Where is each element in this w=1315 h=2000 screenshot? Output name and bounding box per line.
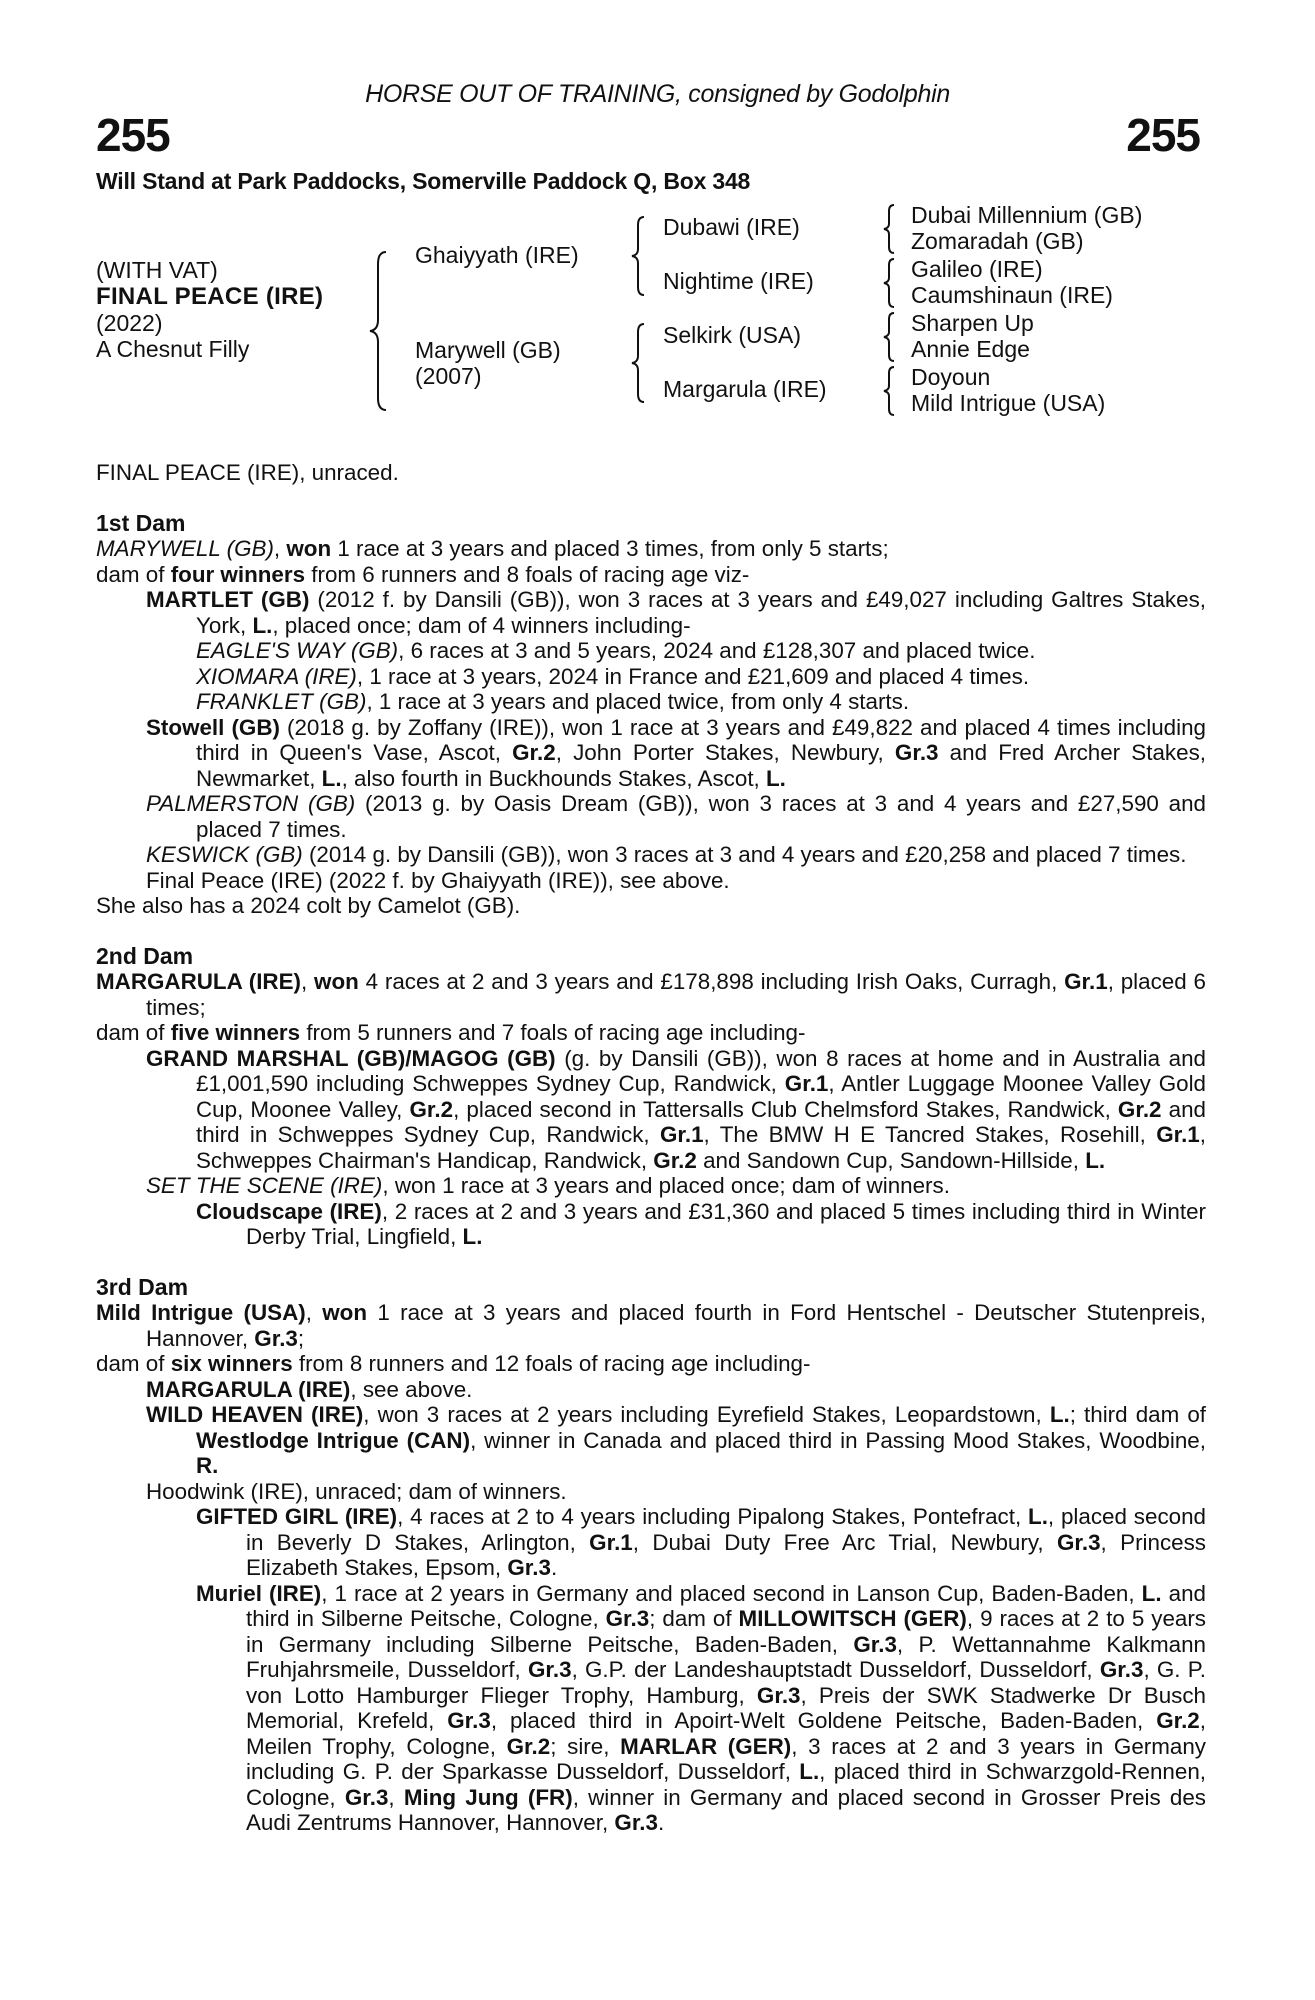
pedigree-entry bbox=[96, 1402, 1206, 1479]
pedigree-entry bbox=[96, 1173, 1206, 1199]
text-run: , bbox=[388, 1784, 404, 1810]
gen3-name: Caumshinaun (IRE) bbox=[911, 282, 1113, 308]
text-run: from 8 runners and 12 foals of racing age including- bbox=[292, 1351, 811, 1376]
pedigree-entry bbox=[96, 536, 1206, 562]
bold-text: Gr.1 bbox=[659, 1122, 704, 1147]
text-run: ; sire, bbox=[550, 1733, 621, 1759]
text-run: , Princess Elizabeth Stakes, Epsom, bbox=[246, 1529, 1206, 1580]
text-run: (2012 f. by Dansili (GB)), won 3 races at 3 years and £49,027 including Galtres Stakes, York, bbox=[196, 587, 1206, 638]
text-run: , 4 races at 2 to 4 years including Pipalong Stakes, Pontefract, bbox=[397, 1504, 1029, 1529]
text-run: , Antler Luggage Moonee Valley Gold Cup, Moonee Valley, bbox=[196, 1071, 1206, 1122]
text-run: , Schweppes Chairman's Handicap, Randwick, bbox=[196, 1122, 1206, 1173]
bold-text: L. bbox=[766, 765, 786, 791]
bold-text: Westlodge Intrigue (CAN) bbox=[196, 1427, 471, 1453]
bold-text: Gr.2 bbox=[1117, 1096, 1162, 1122]
text-run: , won 1 race at 3 years and placed once; dam of winners. bbox=[382, 1173, 950, 1198]
gen3-name: Sharpen Up bbox=[911, 310, 1034, 336]
gen3-name: Zomaradah (GB) bbox=[911, 228, 1084, 254]
pedigree-entry bbox=[96, 587, 1206, 638]
bold-text: GRAND MARSHAL (GB)/MAGOG (GB) bbox=[146, 1045, 556, 1071]
text-run: (2018 g. by Zoffany (IRE)), won 1 race at 3 years and £49,822 and placed 4 times including third in Queen's Vase, Ascot, bbox=[196, 714, 1206, 765]
brace-icon bbox=[882, 365, 896, 417]
text-run: , Preis der SWK Stadwerke Dr Busch Memorial, Krefeld, bbox=[246, 1682, 1206, 1733]
text-run: , Meilen Trophy, Cologne, bbox=[246, 1708, 1206, 1759]
bold-text: MARGARULA (IRE) bbox=[96, 969, 301, 994]
bold-text: Gr.3 bbox=[605, 1606, 650, 1631]
text-run: , placed 6 times; bbox=[146, 969, 1206, 1020]
bold-text: L. bbox=[1028, 1504, 1048, 1529]
brace-icon bbox=[882, 257, 896, 309]
text-run: 1 race at 3 years and placed 3 times, from only 5 starts; bbox=[331, 536, 889, 561]
text-run: ; bbox=[297, 1325, 305, 1351]
section-spacer bbox=[96, 1250, 1206, 1275]
bold-text: Gr.3 bbox=[254, 1325, 298, 1351]
text-run: , The BMW H E Tancred Stakes, Rosehill, bbox=[703, 1122, 1157, 1147]
bold-text: Mild Intrigue (USA) bbox=[96, 1300, 306, 1325]
text-run: , winner in Germany and placed second in Grosser Preis des Audi Zentrums Hannover, Hannover, bbox=[246, 1784, 1206, 1835]
bold-text: Gr.3 bbox=[1056, 1529, 1101, 1555]
bold-text: Gr.3 bbox=[894, 740, 939, 765]
text-run: , John Porter Stakes, Newbury, bbox=[555, 740, 895, 765]
dam-section bbox=[96, 944, 1206, 1250]
stabling-location: Will Stand at Park Paddocks, Somerville Paddock Q, Box 348 bbox=[96, 168, 751, 194]
lot-number-right: 255 bbox=[1126, 109, 1200, 161]
bold-text: four winners bbox=[170, 561, 306, 587]
pedigree-entry bbox=[96, 1377, 1206, 1403]
racing-record-summary: FINAL PEACE (IRE), unraced. bbox=[96, 460, 399, 485]
bold-text: Gr.1 bbox=[1156, 1122, 1200, 1147]
gen3-name: Mild Intrigue (USA) bbox=[911, 390, 1106, 416]
bold-text: MILLOWITSCH (GER) bbox=[738, 1606, 967, 1631]
pedigree-entry bbox=[96, 1300, 1206, 1351]
bold-text: Cloudscape (IRE) bbox=[196, 1198, 382, 1224]
bold-text: WILD HEAVEN (IRE) bbox=[146, 1402, 364, 1427]
text-run: , placed once; dam of 4 winners including- bbox=[272, 612, 691, 638]
bold-text: Gr.2 bbox=[1156, 1708, 1200, 1733]
text-run: , placed third in Schwarzgold-Rennen, Cologne, bbox=[246, 1759, 1206, 1810]
text-run: ; third dam of bbox=[1069, 1402, 1207, 1427]
text-run: , bbox=[300, 969, 315, 994]
section-spacer bbox=[96, 919, 1206, 944]
text-run: dam of bbox=[96, 1351, 171, 1376]
bold-text: Gr.3 bbox=[344, 1784, 389, 1810]
pedigree-entry bbox=[96, 868, 1206, 894]
text-run: , placed second in Beverly D Stakes, Arlington, bbox=[246, 1504, 1206, 1555]
text-run: , bbox=[305, 1300, 323, 1325]
pedigree-entry bbox=[96, 1479, 1206, 1505]
text-run: , won 3 races at 2 years including Eyrefield Stakes, Leopardstown, bbox=[363, 1402, 1050, 1427]
horse-description: A Chesnut Filly bbox=[96, 336, 250, 362]
bold-text: Gr.1 bbox=[1064, 969, 1108, 994]
gen3-name: Annie Edge bbox=[911, 336, 1030, 362]
text-run: , see above. bbox=[350, 1376, 473, 1402]
bold-text: Gr.3 bbox=[614, 1810, 658, 1835]
bold-text: MARTLET (GB) bbox=[146, 587, 310, 612]
text-run: Final Peace (IRE) (2022 f. by Ghaiyyath (IRE)), see above. bbox=[146, 867, 730, 893]
bold-text: L. bbox=[1085, 1147, 1106, 1173]
bold-text: Gr.3 bbox=[507, 1555, 551, 1580]
text-run: dam of bbox=[96, 1020, 171, 1045]
pedigree-entry bbox=[96, 1020, 1206, 1046]
pedigree-entry bbox=[96, 689, 1206, 715]
text-run: dam of bbox=[96, 561, 171, 587]
text-run: , 2 races at 2 and 3 years and £31,360 and placed 5 times including third in Winter Derby Trial, Lingfield, bbox=[246, 1198, 1206, 1249]
text-run: from 6 runners and 8 foals of racing age viz- bbox=[305, 561, 750, 587]
dam-sire-name: Selkirk (USA) bbox=[663, 322, 802, 348]
text-run: , placed second in Tattersalls Club Chelmsford Stakes, Randwick, bbox=[453, 1096, 1118, 1122]
italic-text: MARYWELL (GB) bbox=[96, 536, 274, 561]
bold-text: Ming Jung (FR) bbox=[403, 1784, 573, 1810]
text-run: , 1 race at 3 years and placed twice, from only 4 starts. bbox=[366, 689, 910, 714]
pedigree-entry bbox=[96, 715, 1206, 792]
pedigree-entry bbox=[96, 1351, 1206, 1377]
bold-text: MARGARULA (IRE) bbox=[146, 1376, 351, 1402]
sire-dam-name: Nightime (IRE) bbox=[663, 268, 814, 294]
pedigree-entry bbox=[96, 791, 1206, 842]
bold-text: Gr.3 bbox=[853, 1631, 897, 1657]
text-run: 1 race at 3 years and placed fourth in Ford Hentschel - Deutscher Stutenpreis, Hannover, bbox=[146, 1300, 1206, 1351]
text-run: , P. Wettannahme Kalkmann Fruhjahrsmeile, Dusseldorf, bbox=[246, 1631, 1206, 1682]
pedigree-entry bbox=[96, 1504, 1206, 1581]
text-run: (2014 g. by Dansili (GB)), won 3 races at 3 and 4 years and £20,258 and placed 7 times. bbox=[302, 842, 1187, 867]
pedigree-entry bbox=[96, 893, 1206, 919]
bold-text: L. bbox=[1049, 1402, 1070, 1427]
italic-text: PALMERSTON (GB) bbox=[146, 791, 356, 816]
page-header-title: HORSE OUT OF TRAINING, consigned by Godolphin bbox=[365, 80, 950, 108]
text-run: , 3 races at 2 and 3 years in Germany including G. P. der Sparkasse Dusseldorf, Dusseldorf, bbox=[246, 1733, 1206, 1784]
brace-icon bbox=[368, 250, 390, 412]
text-run: ; dam of bbox=[649, 1606, 739, 1631]
dam-dam-name: Margarula (IRE) bbox=[663, 376, 827, 402]
bold-text: GIFTED GIRL (IRE) bbox=[196, 1504, 398, 1529]
sire-name: Ghaiyyath (IRE) bbox=[415, 242, 579, 268]
text-run: , also fourth in Buckhounds Stakes, Ascot, bbox=[341, 765, 766, 791]
bold-text: Gr.3 bbox=[1099, 1657, 1144, 1682]
horse-name: FINAL PEACE (IRE) bbox=[96, 283, 324, 310]
pedigree-entry bbox=[96, 638, 1206, 664]
text-run: , G.P. der Landeshauptstadt Dusseldorf, Dusseldorf, bbox=[571, 1657, 1100, 1682]
pedigree-entry bbox=[96, 562, 1206, 588]
bold-text: L. bbox=[799, 1759, 820, 1784]
text-run: and Sandown Cup, Sandown-Hillside, bbox=[696, 1147, 1086, 1173]
dam-year: (2007) bbox=[415, 363, 482, 389]
text-run: 4 races at 2 and 3 years and £178,898 including Irish Oaks, Curragh, bbox=[358, 969, 1065, 994]
bold-text: Gr.2 bbox=[409, 1096, 454, 1122]
italic-text: KESWICK (GB) bbox=[146, 842, 303, 867]
dam-name: Marywell (GB) bbox=[415, 337, 561, 363]
pedigree-entry bbox=[96, 1581, 1206, 1836]
italic-text: FRANKLET (GB) bbox=[196, 689, 367, 714]
bold-text: won bbox=[314, 969, 359, 994]
pedigree-entry bbox=[96, 1199, 1206, 1250]
bold-text: Gr.2 bbox=[512, 740, 556, 765]
gen3-name: Galileo (IRE) bbox=[911, 256, 1043, 282]
bold-text: Gr.2 bbox=[506, 1733, 551, 1759]
bold-text: Gr.2 bbox=[653, 1147, 697, 1173]
brace-icon bbox=[630, 215, 646, 297]
bold-text: Stowell (GB) bbox=[146, 714, 280, 740]
text-run: She also has a 2024 colt by Camelot (GB). bbox=[96, 893, 521, 918]
text-run: , 1 race at 2 years in Germany and placed second in Lanson Cup, Baden-Baden, bbox=[321, 1580, 1142, 1606]
text-run: . bbox=[550, 1555, 558, 1580]
bold-text: six winners bbox=[170, 1351, 293, 1376]
section-heading: 2nd Dam bbox=[96, 942, 194, 969]
text-run: . bbox=[657, 1810, 665, 1835]
bold-text: L. bbox=[252, 612, 273, 638]
bold-text: L. bbox=[1141, 1580, 1162, 1606]
italic-text: SET THE SCENE (IRE) bbox=[146, 1173, 383, 1198]
text-run: (g. by Dansili (GB)), won 8 races at home and in Australia and £1,001,590 including Schweppes Sydney Cup, Randwick, bbox=[196, 1045, 1206, 1096]
gen3-name: Dubai Millennium (GB) bbox=[911, 202, 1143, 228]
text-run: (2013 g. by Oasis Dream (GB)), won 3 races at 3 and 4 years and £27,590 and placed 7 times. bbox=[196, 791, 1206, 842]
section-heading: 3rd Dam bbox=[96, 1273, 189, 1300]
pedigree-entry bbox=[96, 664, 1206, 690]
bold-text: five winners bbox=[170, 1020, 301, 1045]
text-run: , 1 race at 3 years, 2024 in France and £21,609 and placed 4 times. bbox=[356, 663, 1030, 689]
dam-section bbox=[96, 511, 1206, 919]
text-run: and third in Schweppes Sydney Cup, Randwick, bbox=[196, 1096, 1206, 1147]
text-run: and Fred Archer Stakes, Newmarket, bbox=[196, 740, 1206, 791]
bold-text: Gr.3 bbox=[756, 1682, 801, 1708]
brace-icon bbox=[882, 311, 896, 363]
pedigree-entry bbox=[96, 842, 1206, 868]
text-run: , placed third in Apoirt-Welt Goldene Peitsche, Baden-Baden, bbox=[490, 1708, 1157, 1733]
pedigree-entry bbox=[96, 1046, 1206, 1174]
foaling-year: (2022) bbox=[96, 310, 163, 336]
text-run: from 5 runners and 7 foals of racing age including- bbox=[300, 1020, 806, 1045]
text-run: , G. P. von Lotto Hamburger Flieger Trophy, Hamburg, bbox=[246, 1657, 1206, 1708]
sire-sire-name: Dubawi (IRE) bbox=[663, 214, 800, 240]
brace-icon bbox=[630, 322, 646, 404]
section-heading: 1st Dam bbox=[96, 509, 186, 536]
bold-text: Muriel (IRE) bbox=[196, 1580, 322, 1606]
bold-text: won bbox=[322, 1300, 368, 1325]
gen3-name: Doyoun bbox=[911, 364, 991, 390]
pedigree-entry bbox=[96, 969, 1206, 1020]
dam-sections bbox=[96, 511, 1206, 1836]
bold-text: R. bbox=[196, 1453, 219, 1478]
italic-text: EAGLE'S WAY (GB) bbox=[196, 638, 399, 663]
bold-text: Gr.1 bbox=[589, 1529, 633, 1555]
bold-text: Gr.3 bbox=[447, 1708, 491, 1733]
text-run: , bbox=[273, 536, 287, 561]
text-run: , 9 races at 2 to 5 years in Germany including Silberne Peitsche, Baden-Baden, bbox=[246, 1606, 1207, 1657]
italic-text: XIOMARA (IRE) bbox=[196, 663, 357, 689]
text-run: , Dubai Duty Free Arc Trial, Newbury, bbox=[632, 1529, 1057, 1555]
catalogue-body bbox=[96, 460, 1206, 1836]
bold-text: MARLAR (GER) bbox=[620, 1733, 792, 1759]
bold-text: L. bbox=[462, 1224, 483, 1249]
bold-text: Gr.1 bbox=[784, 1071, 829, 1096]
bold-text: L. bbox=[321, 765, 342, 791]
text-run: and third in Silberne Peitsche, Cologne, bbox=[246, 1580, 1206, 1631]
dam-section bbox=[96, 1275, 1206, 1836]
lot-number-left: 255 bbox=[96, 109, 170, 161]
text-run: Hoodwink (IRE), unraced; dam of winners. bbox=[146, 1478, 567, 1504]
vat-note: (WITH VAT) bbox=[96, 257, 218, 283]
text-run: , 6 races at 3 and 5 years, 2024 and £128,307 and placed twice. bbox=[398, 638, 1036, 663]
text-run: , winner in Canada and placed third in Passing Mood Stakes, Woodbine, bbox=[470, 1427, 1206, 1453]
bold-text: Gr.3 bbox=[527, 1657, 572, 1682]
brace-icon bbox=[882, 203, 896, 255]
bold-text: won bbox=[286, 536, 332, 561]
